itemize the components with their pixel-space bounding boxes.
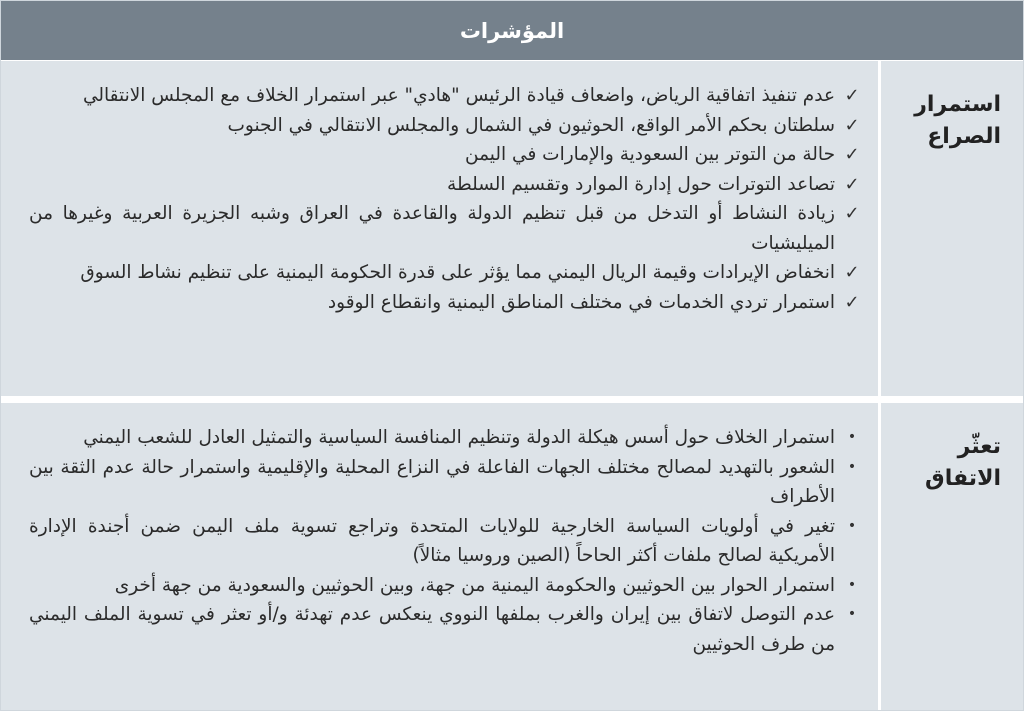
bullet-icon: • (847, 576, 857, 593)
list-item (29, 140, 865, 170)
checkmark-icon: ✓ (844, 85, 860, 106)
bullet-icon: • (847, 429, 857, 445)
list-item (29, 423, 865, 453)
item-text: سلطتان بحكم الأمر الواقع، الحوثيون في الشمال والمجلس الانتقالي في الجنوب (227, 114, 835, 136)
item-text: تصاعد التوترات حول إدارة الموارد وتقسيم السلطة (447, 173, 835, 195)
list-item (29, 288, 865, 318)
checkmark-icon: ✓ (844, 114, 860, 136)
bullet-icon: • (847, 606, 857, 622)
row-label-line: استمرار (914, 92, 1001, 117)
item-text: الشعور بالتهديد لمصالح مختلف الجهات الفاعلة في النزاع المحلية والإقليمية واستمرار حالة عدم الثقة بين الأطراف (29, 456, 835, 507)
bullet-icon: • (847, 517, 857, 534)
checkmark-icon: ✓ (844, 262, 860, 283)
row-content-cell (1, 61, 877, 396)
header-title: المؤشرات (459, 18, 565, 43)
checkmark-icon: ✓ (844, 173, 860, 195)
row-label-line: تعثّر الاتفاق (925, 434, 1001, 491)
list-item (29, 600, 865, 659)
row-label (891, 431, 1001, 495)
row-label-line: الصراع (927, 124, 1001, 149)
item-text: حالة من التوتر بين السعودية والإمارات في اليمن (465, 144, 835, 165)
bullet-icon: • (847, 458, 857, 475)
list-item (29, 170, 865, 200)
list-item (29, 512, 865, 571)
item-text: استمرار الخلاف حول أسس هيكلة الدولة وتنظيم المنافسة السياسية والتمثيل العادل للشعب اليمني (83, 427, 835, 448)
row-content-cell (1, 403, 877, 710)
checkmark-icon: ✓ (844, 203, 860, 224)
indicator-list (29, 423, 865, 659)
list-item (29, 453, 865, 512)
table-row-agreement (1, 403, 1023, 710)
item-text: زيادة النشاط أو التدخل من قبل تنظيم الدولة والقاعدة في العراق وشبه الجزيرة العربية وغيرها من الميليشيات (29, 203, 835, 254)
item-text: استمرار تردي الخدمات في مختلف المناطق اليمنية وانقطاع الوقود (327, 291, 835, 313)
list-item (29, 199, 865, 258)
table-header (1, 1, 1023, 60)
row-label-cell (878, 61, 1023, 396)
list-item (29, 571, 865, 601)
list-item (29, 258, 865, 288)
table-row-conflict (1, 61, 1023, 397)
item-text: عدم تنفيذ اتفاقية الرياض، واضعاف قيادة الرئيس "هادي" عبر استمرار الخلاف مع المجلس الانتقالي (82, 85, 835, 106)
list-item (29, 111, 865, 141)
indicator-list (29, 81, 865, 317)
item-text: تغير في أولويات السياسة الخارجية للولايات المتحدة وتراجع تسوية ملف اليمن ضمن أجندة الإدارة الأمريكية لصالح ملفات أكثر الحاحاً (الصين وروسيا مثالاً) (29, 515, 835, 566)
row-divider (1, 396, 1023, 403)
row-label-cell (878, 403, 1023, 710)
item-text: استمرار الحوار بين الحوثيين والحكومة اليمنية من جهة، وبين الحوثيين والسعودية من جهة أخرى (114, 574, 835, 596)
checkmark-icon: ✓ (844, 144, 860, 165)
list-item (29, 81, 865, 111)
checkmark-icon: ✓ (844, 291, 860, 313)
item-text: انخفاض الإيرادات وقيمة الريال اليمني مما يؤثر على قدرة الحكومة اليمنية على تنظيم نشاط السوق (80, 262, 835, 283)
item-text: عدم التوصل لاتفاق بين إيران والغرب بملفها النووي ينعكس عدم تهدئة و/أو تعثر في تسوية الملف اليمني من طرف الحوثيين (29, 604, 835, 655)
row-label (891, 89, 1001, 153)
